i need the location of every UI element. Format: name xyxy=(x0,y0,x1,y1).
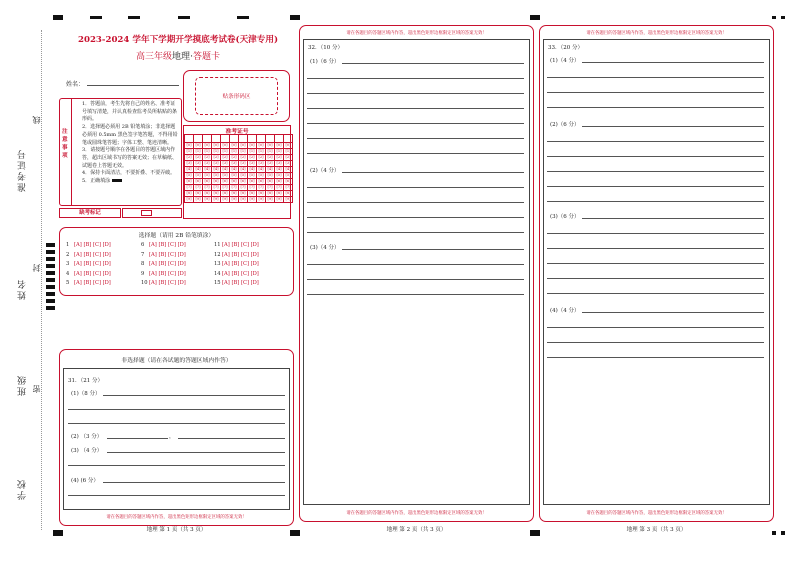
page-number: 地理 第 1 页（共 3 页） xyxy=(146,527,207,533)
choice-options[interactable]: [A] [B] [C] [D] xyxy=(149,280,186,286)
digit-bubble[interactable]: [2] xyxy=(240,155,246,159)
side-label-admission: 准考证号 xyxy=(18,148,28,192)
digit-bubble[interactable]: [4] xyxy=(258,167,264,171)
digit-bubble[interactable]: [7] xyxy=(213,185,219,189)
digit-bubble[interactable]: [4] xyxy=(213,167,219,171)
digit-bubble[interactable]: [2] xyxy=(195,155,201,159)
absent-label: 缺考标记 xyxy=(59,208,121,218)
timing-mark xyxy=(46,243,55,247)
digit-bubble[interactable]: [2] xyxy=(213,155,219,159)
digit-bubble[interactable]: [0] xyxy=(285,143,291,147)
notice-item: 2．选择题必须用 2B 铅笔填涂；非选择题必须用 0.5mm 黑色签字笔答题，不得用铅笔或圆珠笔答题；字体工整、笔迹清晰。 xyxy=(82,124,178,146)
digit-bubble[interactable]: [1] xyxy=(240,149,246,153)
digit-bubble[interactable]: [9] xyxy=(222,197,228,201)
digit-bubble[interactable]: [7] xyxy=(240,185,246,189)
q31-1-label: (1)（8 分） xyxy=(71,391,101,397)
digit-bubble[interactable]: [0] xyxy=(258,143,264,147)
digit-bubble[interactable]: [9] xyxy=(276,197,282,201)
choice-number: 5 xyxy=(66,280,70,286)
binding-line-label: 线 xyxy=(32,114,41,124)
digit-bubble[interactable]: [3] xyxy=(267,161,273,165)
digit-bubble[interactable]: [4] xyxy=(204,167,210,171)
answer-line[interactable] xyxy=(107,452,285,453)
answer-line[interactable] xyxy=(342,249,524,250)
digit-bubble[interactable]: [4] xyxy=(222,167,228,171)
digit-bubble[interactable]: [1] xyxy=(276,149,282,153)
digit-bubble[interactable]: [1] xyxy=(285,149,291,153)
digit-bubble[interactable]: [6] xyxy=(204,179,210,183)
q31-4-label: (4) (6 分） xyxy=(71,478,99,484)
q33-2-label: (2)（6 分） xyxy=(550,122,580,128)
digit-bubble[interactable]: [1] xyxy=(213,149,219,153)
answer-line[interactable] xyxy=(547,263,764,264)
choice-options[interactable]: [A] [B] [C] [D] xyxy=(74,280,111,286)
admission-write-box[interactable] xyxy=(275,135,284,143)
answer-line[interactable] xyxy=(547,107,764,108)
timing-mark xyxy=(46,292,55,296)
answer-line[interactable] xyxy=(547,357,764,358)
answer-line[interactable] xyxy=(547,77,764,78)
answer-line[interactable] xyxy=(547,342,764,343)
digit-bubble[interactable]: [7] xyxy=(231,185,237,189)
digit-bubble[interactable]: [5] xyxy=(213,173,219,177)
choice-number: 7 xyxy=(141,251,145,258)
card-subtitle xyxy=(62,49,294,62)
binding-secret-label: 密 xyxy=(32,383,41,393)
choice-options[interactable]: [A] [B] [C] [D] xyxy=(74,270,111,277)
digit-bubble[interactable]: [9] xyxy=(267,197,273,201)
digit-bubble[interactable]: [8] xyxy=(285,191,291,195)
digit-bubble[interactable]: [7] xyxy=(204,185,210,189)
registration-mark xyxy=(128,16,140,19)
answer-line[interactable] xyxy=(582,312,764,313)
answer-line[interactable] xyxy=(307,187,524,188)
digit-bubble[interactable]: [1] xyxy=(186,149,192,153)
fill-example xyxy=(112,179,122,182)
choice-number: 6 xyxy=(141,242,145,248)
answer-line[interactable] xyxy=(582,218,764,219)
digit-bubble[interactable]: [5] xyxy=(195,173,201,177)
registration-mark xyxy=(530,15,540,20)
digit-bubble[interactable]: [5] xyxy=(258,173,264,177)
choice-question[interactable] xyxy=(141,271,186,277)
digit-bubble[interactable]: [3] xyxy=(285,161,291,165)
choice-options[interactable]: [A] [B] [C] [D] xyxy=(222,270,259,277)
page-number: 地理 第 2 页（共 3 页） xyxy=(386,527,447,533)
answer-line[interactable] xyxy=(107,438,168,439)
digit-bubble[interactable]: [3] xyxy=(240,161,246,165)
digit-bubble[interactable]: [4] xyxy=(267,167,273,171)
digit-bubble[interactable]: [7] xyxy=(267,185,273,189)
answer-line[interactable] xyxy=(547,92,764,93)
q33-label: 33．（20 分） xyxy=(548,45,583,51)
subject-label: 地理 xyxy=(172,52,191,62)
choice-question[interactable] xyxy=(214,280,259,286)
choice-number: 2 xyxy=(66,251,70,258)
side-label-school: 学校 xyxy=(18,478,28,500)
digit-bubble[interactable]: [9] xyxy=(249,197,255,201)
digit-bubble[interactable]: [4] xyxy=(195,167,201,171)
answer-line[interactable] xyxy=(547,293,764,294)
answer-line[interactable] xyxy=(103,482,285,483)
digit-bubble[interactable]: [7] xyxy=(195,185,201,189)
digit-bubble[interactable]: [6] xyxy=(213,179,219,183)
digit-bubble[interactable]: [8] xyxy=(249,191,255,195)
answer-line[interactable] xyxy=(307,153,524,154)
choice-question[interactable] xyxy=(66,271,111,277)
digit-bubble[interactable]: [1] xyxy=(231,149,237,153)
choice-question[interactable] xyxy=(214,271,259,277)
digit-bubble[interactable]: [0] xyxy=(276,143,282,147)
side-label-class: 班级 xyxy=(18,374,28,396)
digit-bubble[interactable]: [9] xyxy=(195,197,201,201)
answer-line[interactable] xyxy=(307,217,524,218)
digit-bubble[interactable]: [5] xyxy=(231,173,237,177)
binding-dotted-line xyxy=(41,30,42,530)
choice-number: 14 xyxy=(214,270,221,277)
digit-bubble[interactable]: [8] xyxy=(186,191,192,195)
notice-item: 5．正确填涂 xyxy=(82,178,178,186)
admission-write-box[interactable] xyxy=(221,135,230,143)
q31-2-separator: ， xyxy=(169,434,175,440)
barcode-label: 贴条形码区 xyxy=(222,94,251,100)
admission-label: 准考证号 xyxy=(225,129,249,135)
digit-bubble[interactable]: [8] xyxy=(231,191,237,195)
digit-bubble[interactable]: [5] xyxy=(186,173,192,177)
notices-heading: 注意事项 xyxy=(62,129,68,159)
choice-number: 12 xyxy=(214,251,221,258)
choice-question[interactable] xyxy=(141,280,186,286)
digit-bubble[interactable]: [0] xyxy=(249,143,255,147)
digit-bubble[interactable]: [6] xyxy=(258,179,264,183)
choice-number: 9 xyxy=(141,270,145,277)
answer-line[interactable] xyxy=(547,248,764,249)
digit-bubble[interactable]: [5] xyxy=(249,173,255,177)
timing-mark xyxy=(46,250,55,254)
q32-3-label: (3)（4 分） xyxy=(310,245,340,251)
digit-bubble[interactable]: [1] xyxy=(195,149,201,153)
answer-line[interactable] xyxy=(547,141,764,142)
digit-bubble[interactable]: [7] xyxy=(258,185,264,189)
digit-bubble[interactable]: [3] xyxy=(231,161,237,165)
digit-bubble[interactable]: [8] xyxy=(276,191,282,195)
digit-bubble[interactable]: [9] xyxy=(240,197,246,201)
digit-bubble[interactable]: [9] xyxy=(285,197,291,201)
answer-line[interactable] xyxy=(307,232,524,233)
q32-2-label: (2)（4 分） xyxy=(310,168,340,174)
admission-write-box[interactable] xyxy=(248,135,257,143)
digit-bubble[interactable]: [6] xyxy=(231,179,237,183)
digit-bubble[interactable]: [9] xyxy=(204,197,210,201)
card-label: 答题卡 xyxy=(192,52,220,62)
choice-options[interactable]: [A] [B] [C] [D] xyxy=(74,242,111,248)
digit-bubble[interactable]: [8] xyxy=(204,191,210,195)
answer-line[interactable] xyxy=(582,62,764,63)
digit-bubble[interactable]: [0] xyxy=(240,143,246,147)
notices-text xyxy=(82,101,178,186)
digit-bubble[interactable]: [5] xyxy=(276,173,282,177)
answer-line[interactable] xyxy=(307,123,524,124)
digit-bubble[interactable]: [7] xyxy=(249,185,255,189)
digit-bubble[interactable]: [9] xyxy=(231,197,237,201)
choice-number: 10 xyxy=(141,280,148,286)
choice-question[interactable] xyxy=(141,252,186,258)
digit-bubble[interactable]: [9] xyxy=(186,197,192,201)
digit-bubble[interactable]: [2] xyxy=(186,155,192,159)
registration-mark xyxy=(53,15,63,20)
registration-mark xyxy=(772,16,776,19)
digit-bubble[interactable]: [5] xyxy=(222,173,228,177)
choice-question[interactable] xyxy=(66,280,111,286)
digit-bubble[interactable]: [5] xyxy=(204,173,210,177)
digit-bubble[interactable]: [6] xyxy=(195,179,201,183)
answer-line[interactable] xyxy=(178,438,285,439)
answer-line[interactable] xyxy=(547,186,764,187)
admission-write-box[interactable] xyxy=(239,135,248,143)
digit-bubble[interactable]: [9] xyxy=(258,197,264,201)
digit-bubble[interactable]: [0] xyxy=(222,143,228,147)
digit-bubble[interactable]: [5] xyxy=(285,173,291,177)
q32-label: 32．（10 分） xyxy=(308,45,343,51)
bottom-notice: 请在各题目的答题区域内作答，超出黑色矩形边框限定区域的答案无效！ xyxy=(586,511,727,516)
absent-mark-box[interactable] xyxy=(122,208,182,218)
answer-line[interactable] xyxy=(582,126,764,127)
digit-bubble[interactable]: [2] xyxy=(276,155,282,159)
binding-seal-label: 封 xyxy=(32,262,41,272)
grade-label: 高三年级 xyxy=(136,52,173,62)
q31-3-label: (3) （4 分） xyxy=(71,448,103,454)
choice-number: 11 xyxy=(214,242,221,248)
choice-options[interactable]: [A] [B] [C] [D] xyxy=(222,251,259,258)
choice-question[interactable] xyxy=(66,242,111,248)
digit-bubble[interactable]: [2] xyxy=(231,155,237,159)
exam-title: 2023-2024 学年下学期开学摸底考试卷(天津专用) xyxy=(77,35,279,45)
digit-bubble[interactable]: [8] xyxy=(240,191,246,195)
choice-options[interactable]: [A] [B] [C] [D] xyxy=(149,261,186,267)
q32-1-label: (1)（6 分） xyxy=(310,59,340,65)
bottom-notice: 请在各题目的答题区域内作答，超出黑色矩形边框限定区域的答案无效！ xyxy=(346,511,487,516)
answer-line[interactable] xyxy=(307,279,524,280)
answer-line[interactable] xyxy=(68,409,285,410)
admission-write-box[interactable] xyxy=(194,135,203,143)
digit-bubble[interactable]: [2] xyxy=(222,155,228,159)
timing-mark xyxy=(46,271,55,275)
admission-write-box[interactable] xyxy=(266,135,275,143)
digit-bubble[interactable]: [7] xyxy=(276,185,282,189)
choice-options[interactable]: [A] [B] [C] [D] xyxy=(222,261,259,267)
digit-bubble[interactable]: [4] xyxy=(249,167,255,171)
side-label-name: 姓名 xyxy=(18,278,28,300)
digit-bubble[interactable]: [9] xyxy=(213,197,219,201)
digit-bubble[interactable]: [0] xyxy=(186,143,192,147)
digit-bubble[interactable]: [2] xyxy=(258,155,264,159)
answer-line[interactable] xyxy=(68,495,285,496)
choice-question[interactable] xyxy=(214,261,259,267)
digit-bubble[interactable]: [3] xyxy=(186,161,192,165)
digit-bubble[interactable]: [1] xyxy=(258,149,264,153)
admission-write-box[interactable] xyxy=(284,135,293,143)
page-number: 地理 第 3 页（共 3 页） xyxy=(626,527,687,533)
answer-line[interactable] xyxy=(547,327,764,328)
digit-bubble[interactable]: [4] xyxy=(186,167,192,171)
digit-bubble[interactable]: [8] xyxy=(213,191,219,195)
choice-number: 15 xyxy=(214,280,221,286)
choice-options[interactable]: [A] [B] [C] [D] xyxy=(149,242,186,248)
choice-question[interactable] xyxy=(66,261,111,267)
name-field[interactable] xyxy=(87,85,179,86)
answer-line[interactable] xyxy=(547,233,764,234)
digit-bubble[interactable]: [6] xyxy=(240,179,246,183)
answer-line[interactable] xyxy=(307,264,524,265)
timing-mark xyxy=(46,264,55,268)
choice-options[interactable]: [A] [B] [C] [D] xyxy=(149,251,186,258)
admission-write-box[interactable] xyxy=(230,135,239,143)
answer-line[interactable] xyxy=(103,395,285,396)
q33-4-label: (4)（4 分） xyxy=(550,308,580,314)
digit-bubble[interactable]: [6] xyxy=(267,179,273,183)
digit-bubble[interactable]: [5] xyxy=(240,173,246,177)
digit-bubble[interactable]: [1] xyxy=(249,149,255,153)
answer-line[interactable] xyxy=(342,63,524,64)
top-notice: 请在各题目的答题区域内作答，超出黑色矩形边框限定区域的答案无效！ xyxy=(346,31,487,36)
digit-bubble[interactable]: [5] xyxy=(267,173,273,177)
choice-question[interactable] xyxy=(214,252,259,258)
choice-question[interactable] xyxy=(66,252,111,258)
admission-write-box[interactable] xyxy=(185,135,194,143)
answer-line[interactable] xyxy=(547,171,764,172)
choice-options[interactable]: [A] [B] [C] [D] xyxy=(149,270,186,277)
notice-item: 1．答题前，考生先将自己的姓名、准考证号填写清楚，并认真检查监考员所粘贴的条形码。 xyxy=(82,101,178,123)
answer-line[interactable] xyxy=(307,108,524,109)
registration-mark xyxy=(178,16,190,19)
digit-bubble[interactable]: [4] xyxy=(276,167,282,171)
choice-question[interactable] xyxy=(141,261,186,267)
digit-bubble[interactable]: [3] xyxy=(204,161,210,165)
name-label: 姓名： xyxy=(66,81,85,88)
digit-bubble[interactable]: [0] xyxy=(195,143,201,147)
choice-options[interactable]: [A] [B] [C] [D] xyxy=(222,242,259,248)
answer-line[interactable] xyxy=(307,93,524,94)
digit-bubble[interactable]: [2] xyxy=(204,155,210,159)
digit-bubble[interactable]: [7] xyxy=(186,185,192,189)
digit-bubble[interactable]: [6] xyxy=(222,179,228,183)
answer-line[interactable] xyxy=(68,423,285,424)
digit-bubble[interactable]: [2] xyxy=(267,155,273,159)
q33-1-label: (1)（4 分） xyxy=(550,58,580,64)
timing-mark xyxy=(46,285,55,289)
digit-bubble[interactable]: [3] xyxy=(258,161,264,165)
answer-line[interactable] xyxy=(342,172,524,173)
top-notice: 请在各题目的答题区域内作答，超出黑色矩形边框限定区域的答案无效！ xyxy=(586,31,727,36)
answer-line[interactable] xyxy=(547,278,764,279)
digit-bubble[interactable]: [3] xyxy=(222,161,228,165)
digit-bubble[interactable]: [8] xyxy=(222,191,228,195)
q31-label: 31．（21 分） xyxy=(68,378,103,384)
digit-bubble[interactable]: [1] xyxy=(222,149,228,153)
choice-question[interactable] xyxy=(214,242,259,248)
answer-line[interactable] xyxy=(307,294,524,295)
answer-line[interactable] xyxy=(68,465,285,466)
digit-bubble[interactable]: [4] xyxy=(285,167,291,171)
admission-write-box[interactable] xyxy=(203,135,212,143)
answer-line[interactable] xyxy=(307,78,524,79)
non-choice-title: 非选择题（请在各试题的答题区域内作答） xyxy=(121,358,232,364)
choice-options[interactable]: [A] [B] [C] [D] xyxy=(74,251,111,258)
digit-bubble[interactable]: [3] xyxy=(195,161,201,165)
digit-bubble[interactable]: [6] xyxy=(186,179,192,183)
digit-bubble[interactable]: [2] xyxy=(249,155,255,159)
notice-item: 4．保持卡面清洁，不要折叠、不要弄破。 xyxy=(82,170,176,177)
admission-write-box[interactable] xyxy=(212,135,221,143)
answer-line[interactable] xyxy=(547,201,764,202)
answer-line[interactable] xyxy=(307,202,524,203)
digit-bubble[interactable]: [3] xyxy=(213,161,219,165)
digit-bubble[interactable]: [0] xyxy=(231,143,237,147)
timing-mark xyxy=(46,306,55,310)
choice-title: 选择题（请用 2B 铅笔填涂） xyxy=(138,233,215,239)
timing-mark xyxy=(46,278,55,282)
q33-3-label: (3)（6 分） xyxy=(550,214,580,220)
answer-line[interactable] xyxy=(547,156,764,157)
digit-bubble[interactable]: [4] xyxy=(231,167,237,171)
timing-mark xyxy=(46,257,55,261)
absent-checkbox[interactable] xyxy=(141,210,152,216)
page3-answer-area xyxy=(543,39,770,505)
choice-number: 3 xyxy=(66,261,70,267)
choice-number: 8 xyxy=(141,261,145,267)
digit-bubble[interactable]: [8] xyxy=(195,191,201,195)
registration-mark xyxy=(781,531,785,535)
registration-mark xyxy=(781,16,785,19)
digit-bubble[interactable]: [6] xyxy=(285,179,291,183)
choice-number: 4 xyxy=(66,270,70,277)
digit-bubble[interactable]: [2] xyxy=(285,155,291,159)
admission-write-box[interactable] xyxy=(257,135,266,143)
digit-bubble[interactable]: [8] xyxy=(258,191,264,195)
digit-bubble[interactable]: [0] xyxy=(267,143,273,147)
choice-number: 13 xyxy=(214,261,221,267)
choice-options[interactable]: [A] [B] [C] [D] xyxy=(74,261,111,267)
choice-options[interactable]: [A] [B] [C] [D] xyxy=(222,280,259,286)
admission-grid xyxy=(184,134,293,203)
registration-mark xyxy=(290,15,300,20)
q31-2-label: (2) （3 分） xyxy=(71,434,103,440)
digit-bubble[interactable]: [6] xyxy=(249,179,255,183)
answer-line[interactable] xyxy=(307,138,524,139)
digit-bubble[interactable]: [7] xyxy=(285,185,291,189)
digit-bubble[interactable]: [4] xyxy=(240,167,246,171)
choice-question[interactable] xyxy=(141,242,186,248)
digit-bubble[interactable]: [6] xyxy=(276,179,282,183)
digit-bubble[interactable]: [0] xyxy=(213,143,219,147)
digit-bubble[interactable]: [1] xyxy=(204,149,210,153)
timing-mark xyxy=(46,299,55,303)
choice-number: 1 xyxy=(66,242,70,248)
subject-separator: · xyxy=(190,52,193,62)
digit-bubble[interactable]: [3] xyxy=(249,161,255,165)
registration-mark xyxy=(90,16,102,19)
registration-mark xyxy=(237,16,249,19)
digit-bubble[interactable]: [3] xyxy=(276,161,282,165)
digit-bubble[interactable]: [8] xyxy=(267,191,273,195)
digit-bubble[interactable]: [0] xyxy=(204,143,210,147)
digit-bubble[interactable]: [7] xyxy=(222,185,228,189)
notice-item: 3．请按题号顺序在各题目的答题区域内作答，超出区域书写的答案无效；在草稿纸、试题卷上答题无效。 xyxy=(82,147,178,169)
digit-bubble[interactable]: [1] xyxy=(267,149,273,153)
bottom-notice: 请在各题目的答题区域内作答，超出黑色矩形边框限定区域的答案无效！ xyxy=(106,515,247,520)
